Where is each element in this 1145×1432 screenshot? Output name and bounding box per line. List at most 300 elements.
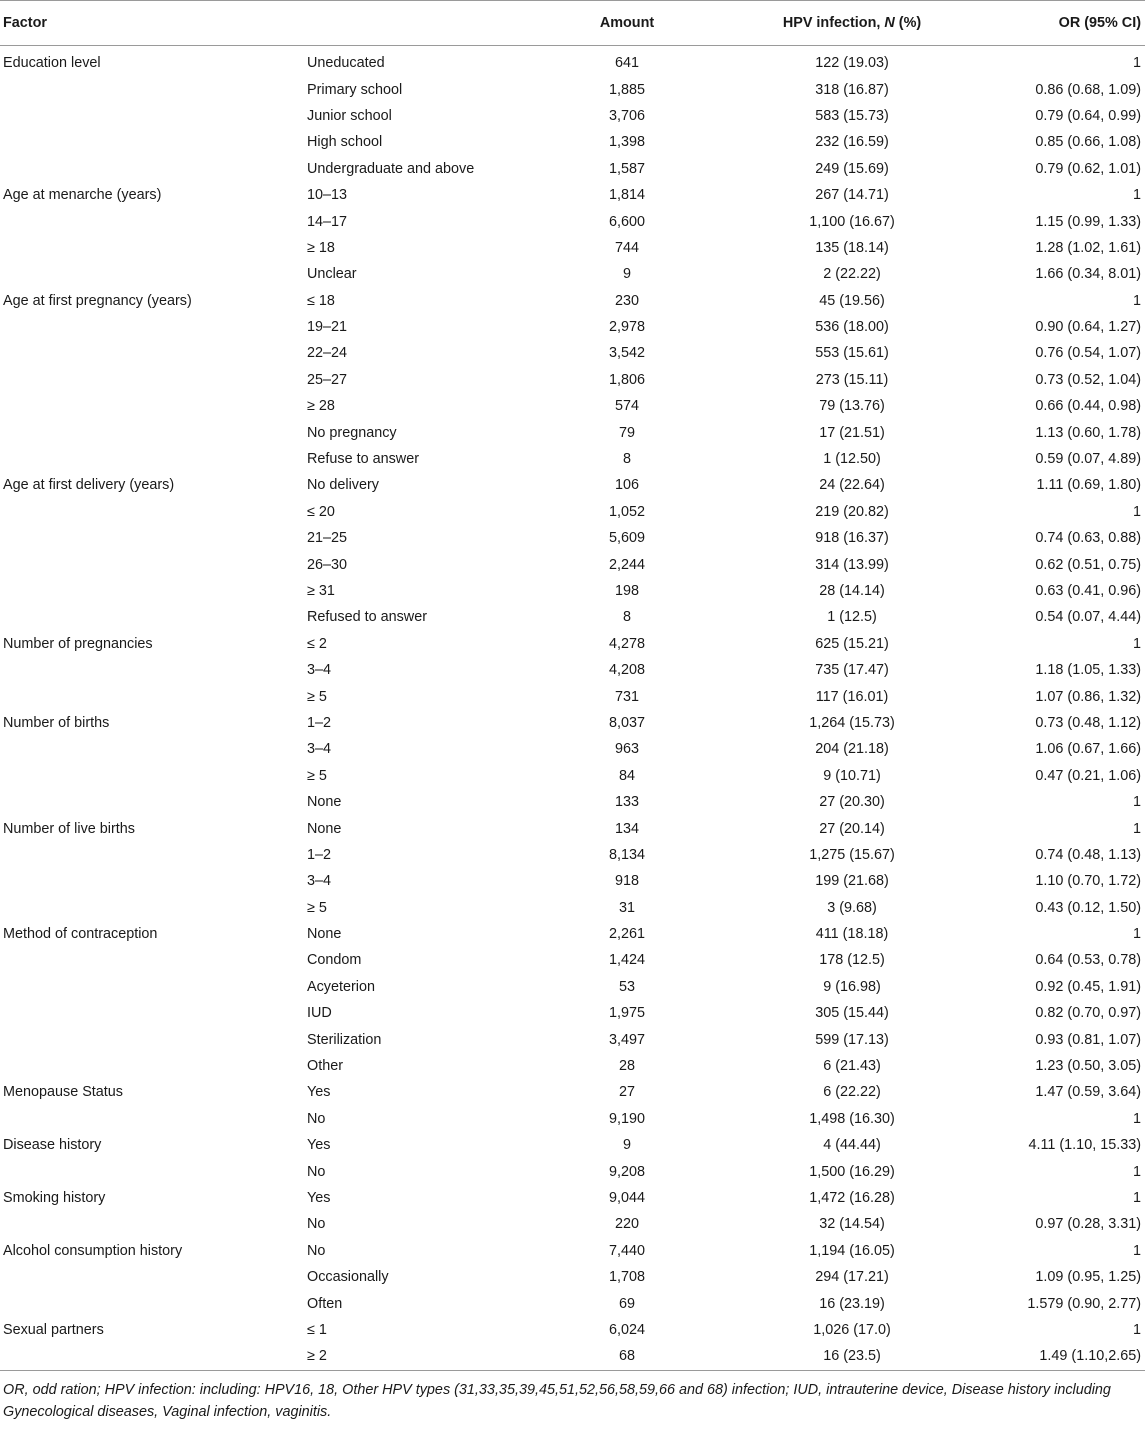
table-row [0, 1185, 1145, 1211]
cell-amount: 4,208 [608, 662, 645, 679]
cell-factor [0, 76, 307, 102]
cell-subgroup: Sterilization [307, 1031, 382, 1048]
cell-subgroup: ≥ 2 [307, 1343, 527, 1370]
cell-odds-ratio: 0.93 (0.81, 1.07) [1035, 1031, 1141, 1048]
header-hpv-infection [727, 1, 977, 46]
table-row [0, 683, 1145, 709]
cell-hpv-infection: 219 (20.82) [815, 503, 889, 520]
cell-subgroup: Unclear [307, 266, 357, 283]
cell-odds-ratio: 0.73 (0.48, 1.12) [1035, 714, 1141, 731]
cell-factor [0, 393, 307, 419]
cell-odds-ratio: 0.90 (0.64, 1.27) [1035, 319, 1141, 336]
cell-odds-ratio: 1 [1132, 635, 1141, 652]
cell-factor [0, 895, 307, 921]
cell-hpv-infection: 45 (19.56) [819, 292, 885, 309]
cell-subgroup: None [307, 794, 342, 811]
cell-hpv-infection: 273 (15.11) [815, 371, 889, 388]
cell-subgroup: Other [307, 1058, 343, 1075]
cell-subgroup: No pregnancy [307, 424, 397, 441]
table-row [0, 604, 1145, 630]
cell-amount: 918 [614, 873, 639, 890]
cell-subgroup: Occasionally [307, 1269, 389, 1286]
table-row [0, 1158, 1145, 1184]
table-row [0, 974, 1145, 1000]
cell-subgroup: 14–17 [307, 213, 348, 230]
cell-subgroup: Refuse to answer [307, 451, 419, 468]
cell-amount: 198 [614, 583, 639, 599]
cell-odds-ratio: 0.79 (0.62, 1.01) [1035, 160, 1141, 177]
cell-subgroup: ≥ 31 [307, 583, 335, 599]
cell-odds-ratio: 0.92 (0.45, 1.91) [1035, 978, 1141, 995]
cell-odds-ratio: 1 [1132, 926, 1141, 943]
cell-factor [0, 578, 307, 604]
table-row [0, 367, 1145, 393]
cell-subgroup: ≤ 1 [307, 1321, 327, 1338]
cell-subgroup: 1–2 [307, 846, 332, 863]
cell-factor [0, 1026, 307, 1052]
cell-hpv-infection: 536 (18.00) [815, 319, 889, 336]
cell-odds-ratio: 1.15 (0.99, 1.33) [1035, 213, 1141, 230]
cell-odds-ratio: 1.49 (1.10,2.65) [977, 1343, 1145, 1370]
cell-hpv-infection: 28 (14.14) [819, 583, 885, 599]
cell-factor [0, 367, 307, 393]
cell-odds-ratio: 0.97 (0.28, 3.31) [1035, 1216, 1141, 1233]
cell-hpv-infection: 1,194 (16.05) [809, 1242, 895, 1259]
cell-hpv-infection: 117 (16.01) [815, 688, 889, 705]
table-row [0, 129, 1145, 155]
cell-subgroup: ≥ 5 [307, 899, 327, 916]
table-row [0, 1343, 1145, 1370]
table-row [0, 1000, 1145, 1026]
cell-factor: Sexual partners [3, 1321, 104, 1338]
cell-amount: 8,134 [608, 846, 645, 863]
cell-factor: Number of pregnancies [3, 635, 153, 652]
cell-hpv-infection: 27 (20.14) [819, 820, 885, 837]
cell-odds-ratio: 0.47 (0.21, 1.06) [1035, 767, 1141, 784]
cell-amount: 1,424 [608, 952, 645, 969]
cell-hpv-infection: 232 (16.59) [815, 134, 889, 151]
cell-factor [0, 446, 307, 472]
table-row [0, 551, 1145, 577]
cell-amount: 641 [614, 55, 639, 72]
cell-factor [0, 235, 307, 261]
cell-amount: 1,587 [608, 160, 645, 177]
header-hpv-n: N [884, 15, 895, 31]
table-row [0, 657, 1145, 683]
cell-odds-ratio: 0.82 (0.70, 0.97) [1035, 1005, 1141, 1022]
cell-amount: 731 [614, 688, 639, 705]
table-row [0, 921, 1145, 947]
table-row [0, 1079, 1145, 1105]
cell-hpv-infection: 314 (13.99) [815, 556, 889, 573]
table-row [0, 1238, 1145, 1264]
cell-subgroup: Acyeterion [307, 978, 375, 995]
cell-hpv-infection: 199 (21.68) [815, 873, 889, 890]
table-row [0, 1290, 1145, 1316]
cell-subgroup: 3–4 [307, 662, 332, 679]
header-or: OR (95% CI) [977, 1, 1145, 46]
cell-odds-ratio: 0.85 (0.66, 1.08) [1035, 134, 1141, 151]
cell-factor [0, 789, 307, 815]
cell-odds-ratio: 4.11 (1.10, 15.33) [1028, 1137, 1141, 1154]
cell-hpv-infection: 583 (15.73) [815, 107, 889, 124]
table-row [0, 1264, 1145, 1290]
cell-subgroup: No [307, 1216, 326, 1233]
cell-amount: 7,440 [608, 1242, 645, 1259]
cell-subgroup: 10–13 [307, 187, 348, 204]
cell-subgroup: Yes [307, 1084, 331, 1101]
cell-odds-ratio: 1 [1132, 1110, 1141, 1127]
cell-factor [0, 604, 307, 630]
cell-subgroup: No [307, 1242, 326, 1259]
cell-hpv-infection: 24 (22.64) [819, 477, 885, 494]
cell-odds-ratio: 0.79 (0.64, 0.99) [1035, 107, 1141, 124]
cell-amount: 2,978 [608, 319, 645, 336]
cell-subgroup: 22–24 [307, 345, 348, 362]
cell-subgroup: ≤ 18 [307, 292, 335, 309]
cell-factor: Age at first delivery (years) [3, 477, 175, 494]
cell-odds-ratio: 1 [1132, 1242, 1141, 1259]
cell-amount: 6,024 [608, 1321, 645, 1338]
cell-subgroup: Often [307, 1295, 343, 1312]
cell-factor [0, 974, 307, 1000]
cell-amount: 69 [618, 1295, 635, 1312]
cell-hpv-infection: 1,026 (17.0) [813, 1321, 891, 1338]
table-row [0, 261, 1145, 287]
cell-odds-ratio: 0.54 (0.07, 4.44) [1035, 609, 1141, 626]
cell-factor [0, 1106, 307, 1132]
cell-factor [0, 551, 307, 577]
table-row [0, 525, 1145, 551]
cell-hpv-infection: 4 (44.44) [823, 1137, 881, 1154]
cell-odds-ratio: 1.579 (0.90, 2.77) [1027, 1295, 1141, 1312]
cell-amount: 8 [622, 451, 631, 468]
cell-subgroup: 19–21 [307, 319, 348, 336]
cell-factor: Age at first pregnancy (years) [3, 292, 192, 309]
cell-factor [0, 419, 307, 445]
cell-factor: Number of births [3, 714, 110, 731]
cell-amount: 5,609 [608, 530, 645, 547]
cell-subgroup: No [307, 1110, 326, 1127]
header-hpv-suffix: (%) [894, 15, 922, 31]
table-row [0, 288, 1145, 314]
cell-factor [0, 1211, 307, 1237]
table-row [0, 235, 1145, 261]
cell-amount: 79 [618, 424, 635, 441]
cell-hpv-infection: 411 (18.18) [815, 926, 889, 943]
cell-hpv-infection: 17 (21.51) [819, 424, 885, 441]
table-row [0, 578, 1145, 604]
cell-odds-ratio: 0.59 (0.07, 4.89) [1035, 451, 1141, 468]
cell-amount: 9,208 [608, 1163, 645, 1180]
cell-odds-ratio: 1.06 (0.67, 1.66) [1035, 741, 1141, 758]
cell-odds-ratio: 1.23 (0.50, 3.05) [1035, 1058, 1141, 1075]
cell-amount: 3,542 [608, 345, 645, 362]
cell-hpv-infection: 204 (21.18) [815, 741, 889, 758]
cell-factor [0, 1343, 307, 1370]
table-row [0, 472, 1145, 498]
cell-hpv-infection: 553 (15.61) [815, 345, 889, 362]
cell-subgroup: 26–30 [307, 556, 348, 573]
cell-amount: 1,708 [608, 1269, 645, 1286]
cell-factor: Number of live births [3, 820, 135, 837]
cell-amount: 1,398 [608, 134, 645, 151]
cell-amount: 133 [614, 794, 639, 811]
cell-subgroup: ≤ 20 [307, 503, 335, 520]
cell-amount: 53 [618, 978, 635, 995]
cell-odds-ratio: 0.74 (0.63, 0.88) [1035, 530, 1141, 547]
cell-odds-ratio: 1 [1132, 55, 1141, 72]
cell-amount: 134 [614, 820, 639, 837]
cell-subgroup: IUD [307, 1005, 332, 1022]
cell-odds-ratio: 1 [1132, 1163, 1141, 1180]
cell-hpv-infection: 735 (17.47) [815, 662, 889, 679]
cell-hpv-infection: 178 (12.5) [819, 952, 885, 969]
table-row [0, 499, 1145, 525]
cell-odds-ratio: 1 [1132, 794, 1141, 811]
cell-amount: 31 [618, 899, 635, 916]
cell-factor [0, 657, 307, 683]
table-row [0, 314, 1145, 340]
cell-hpv-infection: 1,264 (15.73) [809, 714, 895, 731]
cell-factor: Menopause Status [3, 1084, 124, 1101]
cell-factor [0, 208, 307, 234]
cell-subgroup: Refused to answer [307, 609, 427, 626]
table-row [0, 895, 1145, 921]
cell-hpv-infection: 1,100 (16.67) [809, 213, 895, 230]
table-row [0, 710, 1145, 736]
cell-factor [0, 103, 307, 129]
table-row [0, 419, 1145, 445]
cell-factor [0, 736, 307, 762]
cell-amount: 744 [614, 239, 639, 256]
cell-odds-ratio: 1.47 (0.59, 3.64) [1035, 1084, 1141, 1101]
cell-amount: 68 [527, 1343, 727, 1370]
cell-subgroup: None [307, 926, 342, 943]
cell-hpv-infection: 16 (23.5) [727, 1343, 977, 1370]
table-row [0, 340, 1145, 366]
cell-odds-ratio: 1 [1132, 503, 1141, 520]
cell-hpv-infection: 6 (22.22) [823, 1084, 881, 1101]
cell-amount: 9,044 [608, 1189, 645, 1206]
cell-amount: 28 [618, 1058, 635, 1075]
cell-amount: 8,037 [608, 714, 645, 731]
header-factor: Factor [0, 1, 307, 46]
cell-odds-ratio: 0.63 (0.41, 0.96) [1035, 583, 1141, 599]
cell-hpv-infection: 6 (21.43) [823, 1058, 881, 1075]
cell-factor [0, 340, 307, 366]
cell-factor [0, 842, 307, 868]
cell-hpv-infection: 3 (9.68) [827, 899, 877, 916]
table-row [0, 842, 1145, 868]
cell-amount: 8 [622, 609, 631, 626]
cell-amount: 1,885 [608, 81, 645, 98]
table-row [0, 1053, 1145, 1079]
cell-hpv-infection: 267 (14.71) [815, 187, 889, 204]
table-row [0, 1211, 1145, 1237]
cell-odds-ratio: 0.62 (0.51, 0.75) [1035, 556, 1141, 573]
cell-odds-ratio: 1.66 (0.34, 8.01) [1035, 266, 1141, 283]
cell-factor [0, 314, 307, 340]
table-row [0, 46, 1145, 77]
cell-amount: 230 [614, 292, 639, 309]
table-row [0, 763, 1145, 789]
cell-amount: 1,052 [608, 503, 645, 520]
cell-factor: Smoking history [3, 1189, 106, 1206]
table-row [0, 1106, 1145, 1132]
table-row [0, 446, 1145, 472]
cell-odds-ratio: 1 [1132, 1321, 1141, 1338]
cell-subgroup: High school [307, 134, 383, 151]
cell-odds-ratio: 1.10 (0.70, 1.72) [1035, 873, 1141, 890]
table-body [0, 46, 1145, 1371]
cell-amount: 220 [614, 1216, 639, 1233]
table-row [0, 103, 1145, 129]
cell-factor [0, 129, 307, 155]
table-row [0, 1026, 1145, 1052]
cell-subgroup: Uneducated [307, 55, 385, 72]
cell-amount: 106 [614, 477, 639, 494]
cell-subgroup: 21–25 [307, 530, 348, 547]
cell-amount: 6,600 [608, 213, 645, 230]
cell-hpv-infection: 2 (22.22) [823, 266, 881, 283]
cell-factor: Age at menarche (years) [3, 187, 162, 204]
table-row [0, 815, 1145, 841]
table-row [0, 1132, 1145, 1158]
cell-odds-ratio: 1.28 (1.02, 1.61) [1035, 239, 1141, 256]
cell-factor [0, 261, 307, 287]
cell-hpv-infection: 16 (23.19) [819, 1295, 885, 1312]
cell-amount: 27 [618, 1084, 635, 1101]
cell-odds-ratio: 0.74 (0.48, 1.13) [1035, 846, 1141, 863]
cell-subgroup: Primary school [307, 81, 403, 98]
cell-odds-ratio: 0.66 (0.44, 0.98) [1035, 398, 1141, 415]
cell-hpv-infection: 32 (14.54) [819, 1216, 885, 1233]
cell-hpv-infection: 599 (17.13) [815, 1031, 889, 1048]
cell-subgroup: Undergraduate and above [307, 160, 475, 177]
cell-subgroup: Yes [307, 1137, 331, 1154]
cell-amount: 1,975 [608, 1005, 645, 1022]
table-row [0, 868, 1145, 894]
cell-hpv-infection: 294 (17.21) [815, 1269, 889, 1286]
cell-subgroup: 25–27 [307, 371, 348, 388]
cell-factor: Education level [3, 55, 101, 72]
cell-subgroup: 3–4 [307, 873, 332, 890]
cell-odds-ratio: 1.18 (1.05, 1.33) [1035, 662, 1141, 679]
table-row [0, 76, 1145, 102]
cell-amount: 574 [614, 398, 639, 415]
cell-odds-ratio: 0.64 (0.53, 0.78) [1035, 952, 1141, 969]
cell-amount: 84 [618, 767, 635, 784]
cell-hpv-infection: 1 (12.5) [827, 609, 877, 626]
cell-odds-ratio: 0.76 (0.54, 1.07) [1035, 345, 1141, 362]
cell-hpv-infection: 1,275 (15.67) [809, 846, 895, 863]
table-row [0, 736, 1145, 762]
cell-factor [0, 868, 307, 894]
table-row [0, 789, 1145, 815]
cell-factor: Alcohol consumption history [3, 1242, 183, 1259]
table-row [0, 156, 1145, 182]
header-hpv-prefix: HPV infection, [782, 15, 885, 31]
cell-amount: 4,278 [608, 635, 645, 652]
cell-odds-ratio: 0.73 (0.52, 1.04) [1035, 371, 1141, 388]
cell-hpv-infection: 27 (20.30) [819, 794, 885, 811]
cell-factor [0, 499, 307, 525]
cell-factor [0, 156, 307, 182]
table-footnote: OR, odd ration; HPV infection: including: HPV16, 18, Other HPV types (31,33,35,39,45,51,52,56,58,59,66 and 68) infection; IUD, intrauterine device, Disease history including Gynecological diseases, Vaginal infection, vaginitis. [3, 1381, 1111, 1420]
cell-odds-ratio: 1 [1132, 292, 1141, 309]
cell-odds-ratio: 1.11 (0.69, 1.80) [1036, 477, 1141, 494]
cell-factor [0, 1264, 307, 1290]
header-amount: Amount [527, 1, 727, 46]
cell-odds-ratio: 1.09 (0.95, 1.25) [1035, 1269, 1141, 1286]
cell-factor [0, 763, 307, 789]
cell-hpv-infection: 305 (15.44) [815, 1005, 889, 1022]
cell-hpv-infection: 318 (16.87) [815, 81, 889, 98]
cell-amount: 3,497 [608, 1031, 645, 1048]
cell-subgroup: 1–2 [307, 714, 332, 731]
table-row [0, 631, 1145, 657]
table-row [0, 208, 1145, 234]
cell-amount: 2,244 [608, 556, 645, 573]
cell-hpv-infection: 135 (18.14) [815, 239, 889, 256]
table-row [0, 1317, 1145, 1343]
cell-factor [0, 1290, 307, 1316]
cell-subgroup: 3–4 [307, 741, 332, 758]
cell-odds-ratio: 0.86 (0.68, 1.09) [1035, 81, 1141, 98]
cell-subgroup: ≥ 5 [307, 688, 327, 705]
cell-amount: 2,261 [608, 926, 645, 943]
cell-subgroup: Junior school [307, 107, 392, 124]
cell-subgroup: ≥ 18 [307, 239, 335, 256]
cell-hpv-infection: 1,500 (16.29) [809, 1163, 895, 1180]
cell-subgroup: ≥ 28 [307, 398, 335, 415]
cell-amount: 3,706 [608, 107, 645, 124]
header-row [0, 1, 1145, 46]
cell-hpv-infection: 1 (12.50) [823, 451, 881, 468]
cell-amount: 1,814 [608, 187, 645, 204]
cell-subgroup: ≤ 2 [307, 635, 327, 652]
cell-hpv-infection: 918 (16.37) [815, 530, 889, 547]
cell-odds-ratio: 1.07 (0.86, 1.32) [1035, 688, 1141, 705]
cell-hpv-infection: 1,472 (16.28) [809, 1189, 895, 1206]
cell-amount: 9 [622, 1137, 631, 1154]
cell-subgroup: Condom [307, 952, 362, 969]
cell-hpv-infection: 625 (15.21) [815, 635, 889, 652]
table-row [0, 182, 1145, 208]
cell-amount: 9,190 [608, 1110, 645, 1127]
cell-factor: Disease history [3, 1137, 102, 1154]
cell-hpv-infection: 9 (16.98) [823, 978, 881, 995]
cell-hpv-infection: 122 (19.03) [815, 55, 889, 72]
cell-amount: 963 [614, 741, 639, 758]
cell-hpv-infection: 249 (15.69) [815, 160, 889, 177]
cell-factor [0, 1053, 307, 1079]
cell-subgroup: Yes [307, 1189, 331, 1206]
cell-subgroup: ≥ 5 [307, 767, 327, 784]
cell-factor [0, 1000, 307, 1026]
cell-hpv-infection: 79 (13.76) [819, 398, 885, 415]
cell-factor: Method of contraception [3, 926, 158, 943]
cell-factor [0, 1158, 307, 1184]
table-row [0, 393, 1145, 419]
cell-subgroup: No delivery [307, 477, 379, 494]
cell-amount: 9 [622, 266, 631, 283]
cell-odds-ratio: 1 [1132, 820, 1141, 837]
cell-odds-ratio: 1 [1132, 1189, 1141, 1206]
cell-subgroup: No [307, 1163, 326, 1180]
table-row [0, 947, 1145, 973]
